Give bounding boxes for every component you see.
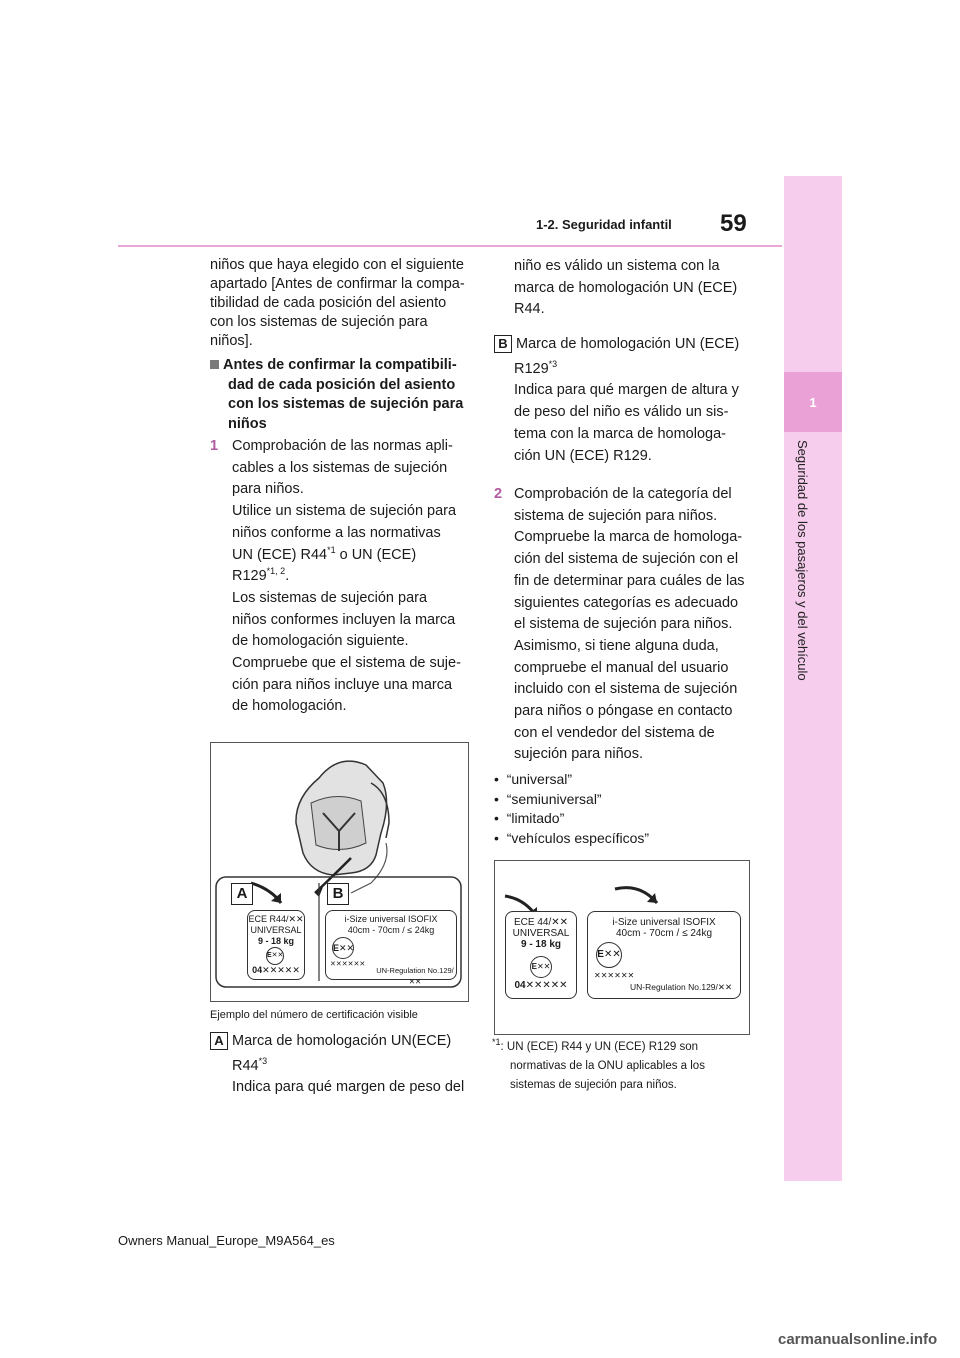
page-number: 59	[720, 210, 747, 237]
intro-paragraph: niños que haya elegido con el siguiente apartado [Antes de confirmar la compa- tibilidad de cada posición del asiento con los sistemas de sujeción para niños].	[210, 257, 465, 349]
label-a-description: A Marca de homologación UN(ECE) R44$^{*3}$ Indica para qué margen de peso del	[210, 1031, 482, 1099]
document-footer: Owners Manual_Europe_M9A564_es	[118, 1233, 335, 1248]
r129-label: i-Size universal ISOFIX 40cm - 70cm / ≤ 24kg E✕✕ ✕✕✕✕✕✕ UN-Regulation No.129/✕✕	[325, 910, 457, 980]
section-heading: Antes de confirmar la compatibili- dad de cada posición del asiento con los sistemas de sujeción para niños	[210, 356, 480, 434]
step-2: 2 Comprobación de la categoría del sistema de sujeción para niños. Compruebe la marca de homologa- ción del sistema de sujeción con el fin de determinar para cuáles de las siguientes categorías es adecuado el sistema de sujeción para niños. Asimismo, si tiene alguna duda, compruebe el manual del usuario incluido con el sistema de sujeción para niños o póngase en contacto con el vendedor del sistema de sujeción para niños.	[494, 486, 745, 763]
figure-letter-b: B	[327, 883, 349, 905]
e-mark-icon: E✕✕	[266, 947, 284, 965]
watermark: carmanualsonline.info	[778, 1331, 938, 1348]
list-item: • “semiuniversal”	[494, 790, 602, 807]
side-tab-label: Seguridad de los pasajeros y del vehículo	[795, 440, 810, 681]
r44-label: ECE R44/✕✕ UNIVERSAL 9 - 18 kg E✕✕ 04✕✕✕✕✕	[247, 910, 305, 980]
category-list	[494, 770, 649, 848]
e-mark-icon: E✕✕	[530, 956, 552, 978]
r129-label-detail: i-Size universal ISOFIX 40cm - 70cm / ≤ 24kg E✕✕ ✕✕✕✕✕✕ UN-Regulation No.129/✕✕	[587, 911, 741, 999]
list-item: • “limitado”	[494, 810, 565, 826]
figure-caption: Ejemplo del número de certificación visible	[210, 1009, 418, 1021]
list-item: • “vehículos específicos”	[494, 829, 650, 846]
footnote: $^{*1}$: UN (ECE) R44 y UN (ECE) R129 son normativas de la ONU aplicables a los sistemas de sujeción para niños.	[492, 1037, 705, 1091]
side-tab-number: 1	[784, 372, 842, 432]
label-a-letter: A	[210, 1032, 228, 1050]
section-title: 1-2. Seguridad infantil	[536, 217, 672, 232]
figure-letter-a: A	[231, 883, 253, 905]
label-b-description: B Marca de homologación UN (ECE) R129$^{*3}$ Indica para qué margen de altura y de peso del niño es válido un sis- tema con la marca de homologa- ción UN (ECE) R129.	[494, 334, 764, 467]
list-item: • “universal”	[494, 771, 573, 787]
step-1-number: 1	[210, 438, 219, 454]
e-mark-icon: E✕✕	[596, 942, 622, 968]
e-mark-icon: E✕✕	[332, 937, 354, 959]
header-rule	[118, 245, 782, 247]
r44-label-detail: ECE 44/✕✕ UNIVERSAL 9 - 18 kg E✕✕ 04✕✕✕✕✕	[505, 911, 577, 999]
step-2-number: 2	[494, 486, 503, 502]
label-a-continued: niño es válido un sistema con la marca de homologación UN (ECE) R44.	[514, 258, 738, 318]
step-1: 1 Comprobación de las normas apli- cables a los sistemas de sujeción para niños. Utilice un sistema de sujeción para niños conforme a las normativas UN (ECE) R44$^{*1}$ o UN (ECE) R129$^{*1, 2}$. Los sistemas de sujeción para niños conformes incluyen la marca de homologación siguiente. Compruebe que el sistema de suje- ción para niños incluye una marca de homologación.	[210, 438, 461, 715]
label-b-letter: B	[494, 335, 512, 353]
square-bullet-icon	[210, 360, 219, 369]
certification-figure	[210, 742, 469, 1002]
labels-figure	[494, 860, 750, 1035]
